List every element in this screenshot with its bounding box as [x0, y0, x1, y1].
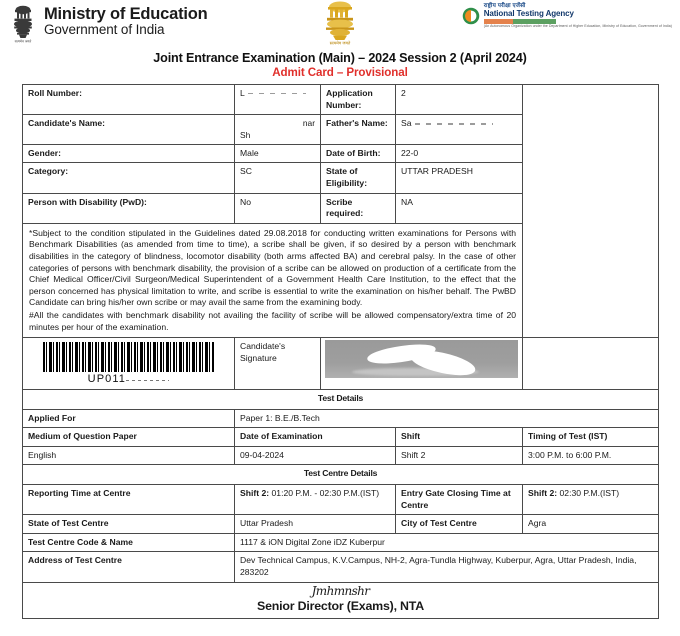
authority-signature: Jmhmnshr: [311, 583, 370, 598]
reporting-time-value: Shift 2: 01:20 P.M. - 02:30 P.M.(IST): [235, 485, 396, 515]
pwd-label: Person with Disability (PwD):: [23, 193, 235, 223]
state-eligibility-value: UTTAR PRADESH: [396, 163, 523, 193]
document-title: Admit Card – Provisional: [272, 66, 408, 79]
barcode-image: [43, 342, 215, 372]
state-of-centre-label: State of Test Centre: [23, 515, 235, 534]
timing-label: Timing of Test (IST): [523, 428, 659, 447]
table-row: [23, 552, 659, 582]
table-row: [23, 582, 659, 619]
roll-number-label: Roll Number:: [23, 85, 235, 115]
medium-label: Medium of Question Paper: [23, 428, 235, 447]
centre-address-label: Address of Test Centre: [23, 552, 235, 582]
nta-logo: [462, 4, 672, 28]
table-row: [23, 446, 659, 465]
table-row: [23, 515, 659, 534]
table-row: [23, 533, 659, 552]
nta-english-label: National Testing Agency: [483, 8, 574, 18]
page-header: [0, 0, 680, 48]
ministry-title-line1: Ministry of Education: [44, 5, 208, 23]
candidate-name-value: nar Sh: [235, 115, 321, 145]
table-row: [23, 390, 659, 410]
table-row: [23, 428, 659, 447]
dob-label: Date of Birth:: [321, 144, 396, 163]
scribe-value: NA: [396, 193, 523, 223]
gender-label: Gender:: [23, 144, 235, 163]
centre-address-value: Dev Technical Campus, K.V.Campus, NH-2, Agra-Tundla Highway, Kuberpur, Agra, Uttar Pradesh, India, 283202: [235, 552, 659, 582]
application-number-value: 2: [396, 85, 523, 115]
date-of-exam-value: 09-04-2024: [235, 446, 396, 465]
candidate-barcode: [23, 338, 235, 390]
ministry-of-education-logo: [8, 4, 208, 44]
test-centre-heading: Test Centre Details: [23, 465, 659, 485]
table-row: [23, 338, 659, 390]
gate-closing-label: Entry Gate Closing Time at Centre: [396, 485, 523, 515]
medium-value: English: [23, 446, 235, 465]
applied-for-label: Applied For: [23, 409, 235, 428]
candidate-details-section: [22, 84, 658, 619]
nta-hindi-label: राष्ट्रीय परीक्षा एजेंसी: [483, 3, 526, 9]
signature-image: [321, 338, 523, 390]
emblem-motto: सत्यमेव जयते: [14, 39, 32, 44]
pwd-value: No: [235, 193, 321, 223]
state-eligibility-label: State of Eligibility:: [321, 163, 396, 193]
city-of-centre-label: City of Test Centre: [396, 515, 523, 534]
category-label: Category:: [23, 163, 235, 193]
candidate-photo: [523, 85, 659, 338]
nta-accent-bar: [484, 19, 556, 24]
shift-value: Shift 2: [396, 446, 523, 465]
center-emblem-motto: सत्यमेव जयते: [329, 40, 351, 46]
table-row: [23, 409, 659, 428]
centre-code-label: Test Centre Code & Name: [23, 533, 235, 552]
timing-value: 3:00 P.M. to 6:00 P.M.: [523, 446, 659, 465]
pwd-disclaimer: [23, 223, 523, 337]
nta-mark-icon: [462, 7, 480, 25]
date-of-exam-label: Date of Examination: [235, 428, 396, 447]
test-details-table: [22, 389, 659, 465]
authority-title: Senior Director (Exams), NTA: [257, 598, 425, 613]
test-details-heading: Test Details: [23, 390, 659, 410]
gender-value: Male: [235, 144, 321, 163]
roll-number-value: L: [235, 85, 321, 115]
candidate-details-table: [22, 84, 659, 390]
center-national-emblem-icon: [314, 0, 366, 46]
father-name-label: Father's Name:: [321, 115, 396, 145]
state-of-centre-value: Uttar Pradesh: [235, 515, 396, 534]
nta-subtext: (An Autonomous Organization under the Department of Higher Education, Ministry of Education, Government of India): [483, 23, 672, 28]
national-emblem-icon: [8, 4, 38, 44]
table-row: [23, 465, 659, 485]
centre-code-value: 1117 & iON Digital Zone iDZ Kuberpur: [235, 533, 659, 552]
authority-signature-block: [23, 582, 659, 619]
dob-value: 22-0: [396, 144, 523, 163]
disclaimer-para-1: *Subject to the condition stipulated in the Guidelines dated 29.08.2018 for conducting written examinations for Persons with Benchmark Disabilities (as amended from time to time), a scribe shall be given, if so desired by a person with benchmark disabilities in the category of blindness, locomotor disability (both arms affected BA) and cerebral palsy. In the case of other categories of persons with benchmark disability, the provision of a scribe can be allowed on production of a certificate from the Chief Medical Officer/Civil Surgeon/Medical Superintendent of a Government Health Care Institution, to the effect that the person concerned has physical limitation to write, and scribe is essential to write the examination on his/her behalf. The PwBD Candidate can bring his/her own scribe or may avail the same from the examining body.: [29, 227, 516, 308]
test-centre-details-table: [22, 464, 659, 619]
category-value: SC: [235, 163, 321, 193]
application-number-label: Application Number:: [321, 85, 396, 115]
photo-spacer: [523, 338, 659, 390]
signature-label: Candidate's Signature: [235, 338, 321, 390]
ministry-title-line2: Government of India: [44, 22, 165, 38]
barcode-number: UP011: [29, 372, 228, 387]
scribe-label: Scribe required:: [321, 193, 396, 223]
table-row: [23, 85, 659, 115]
candidate-name-label: Candidate's Name:: [23, 115, 235, 145]
applied-for-value: Paper 1: B.E./B.Tech: [235, 409, 659, 428]
disclaimer-para-2: #All the candidates with benchmark disability not availing the facility of scribe will be allowed compensatory/extra time of 20 minutes per hour of the examination.: [29, 310, 516, 332]
table-row: [23, 485, 659, 515]
father-name-value: Sa: [396, 115, 523, 145]
gate-closing-value: Shift 2: 02:30 P.M.(IST): [523, 485, 659, 515]
reporting-time-label: Reporting Time at Centre: [23, 485, 235, 515]
city-of-centre-value: Agra: [523, 515, 659, 534]
exam-title: Joint Entrance Examination (Main) – 2024 Session 2 (April 2024): [153, 51, 527, 65]
shift-label: Shift: [396, 428, 523, 447]
